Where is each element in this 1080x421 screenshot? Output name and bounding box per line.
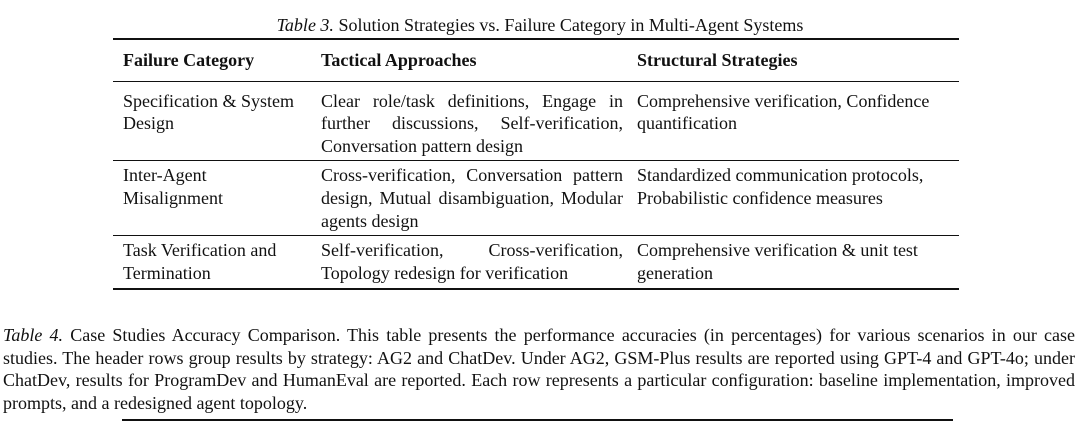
table-row	[113, 161, 959, 236]
structural-strategies-cell: Standardized communication protocols, Probabilistic confidence measures	[627, 161, 959, 236]
table4-caption-text: Case Studies Accuracy Comparison. This table presents the performance accuracies (in percentages) for various scenarios in our case studies. The header rows group results by strategy: AG2 and ChatDev. Under AG2, GSM-Plus results are reported using GPT-4 and GPT-4o; under ChatDev, results for ProgramDev and HumanEval are reported. Each row represents a particular configuration: baseline implementation, improved prompts, and a redesigned agent topology.	[3, 325, 1076, 413]
header-failure-category: Failure Category	[113, 39, 311, 81]
failure-strategy-table	[113, 38, 959, 290]
table-row	[113, 81, 959, 161]
failure-category-cell: Task Verification and Termination	[113, 236, 311, 290]
header-tactical-approaches: Tactical Approaches	[311, 39, 627, 81]
table4-caption	[3, 324, 1075, 414]
tactical-approaches-cell: Cross-verification, Conversation pattern design, Mutual disambiguation, Modular agents design	[311, 161, 627, 236]
table4-label: Table 4.	[3, 325, 64, 345]
failure-category-cell: Inter-Agent Misalignment	[113, 161, 311, 236]
table3-caption	[0, 14, 1080, 36]
table3-title: Solution Strategies vs. Failure Category in Multi-Agent Systems	[338, 15, 804, 35]
tactical-approaches-cell: Self-verification, Cross-verification, Topology redesign for verification	[311, 236, 627, 290]
table-header-row	[113, 39, 959, 81]
header-structural-strategies: Structural Strategies	[627, 39, 959, 81]
table3-label: Table 3.	[276, 15, 334, 35]
failure-category-cell: Specification & System Design	[123, 90, 294, 134]
tactical-approaches-cell: Clear role/task definitions, Engage in further discussions, Self-verification, Conversation pattern design	[321, 90, 623, 156]
table-row	[113, 236, 959, 290]
structural-strategies-cell: Comprehensive verification & unit test generation	[627, 236, 959, 290]
structural-strategies-cell: Comprehensive verification, Confidence quantification	[637, 90, 930, 134]
